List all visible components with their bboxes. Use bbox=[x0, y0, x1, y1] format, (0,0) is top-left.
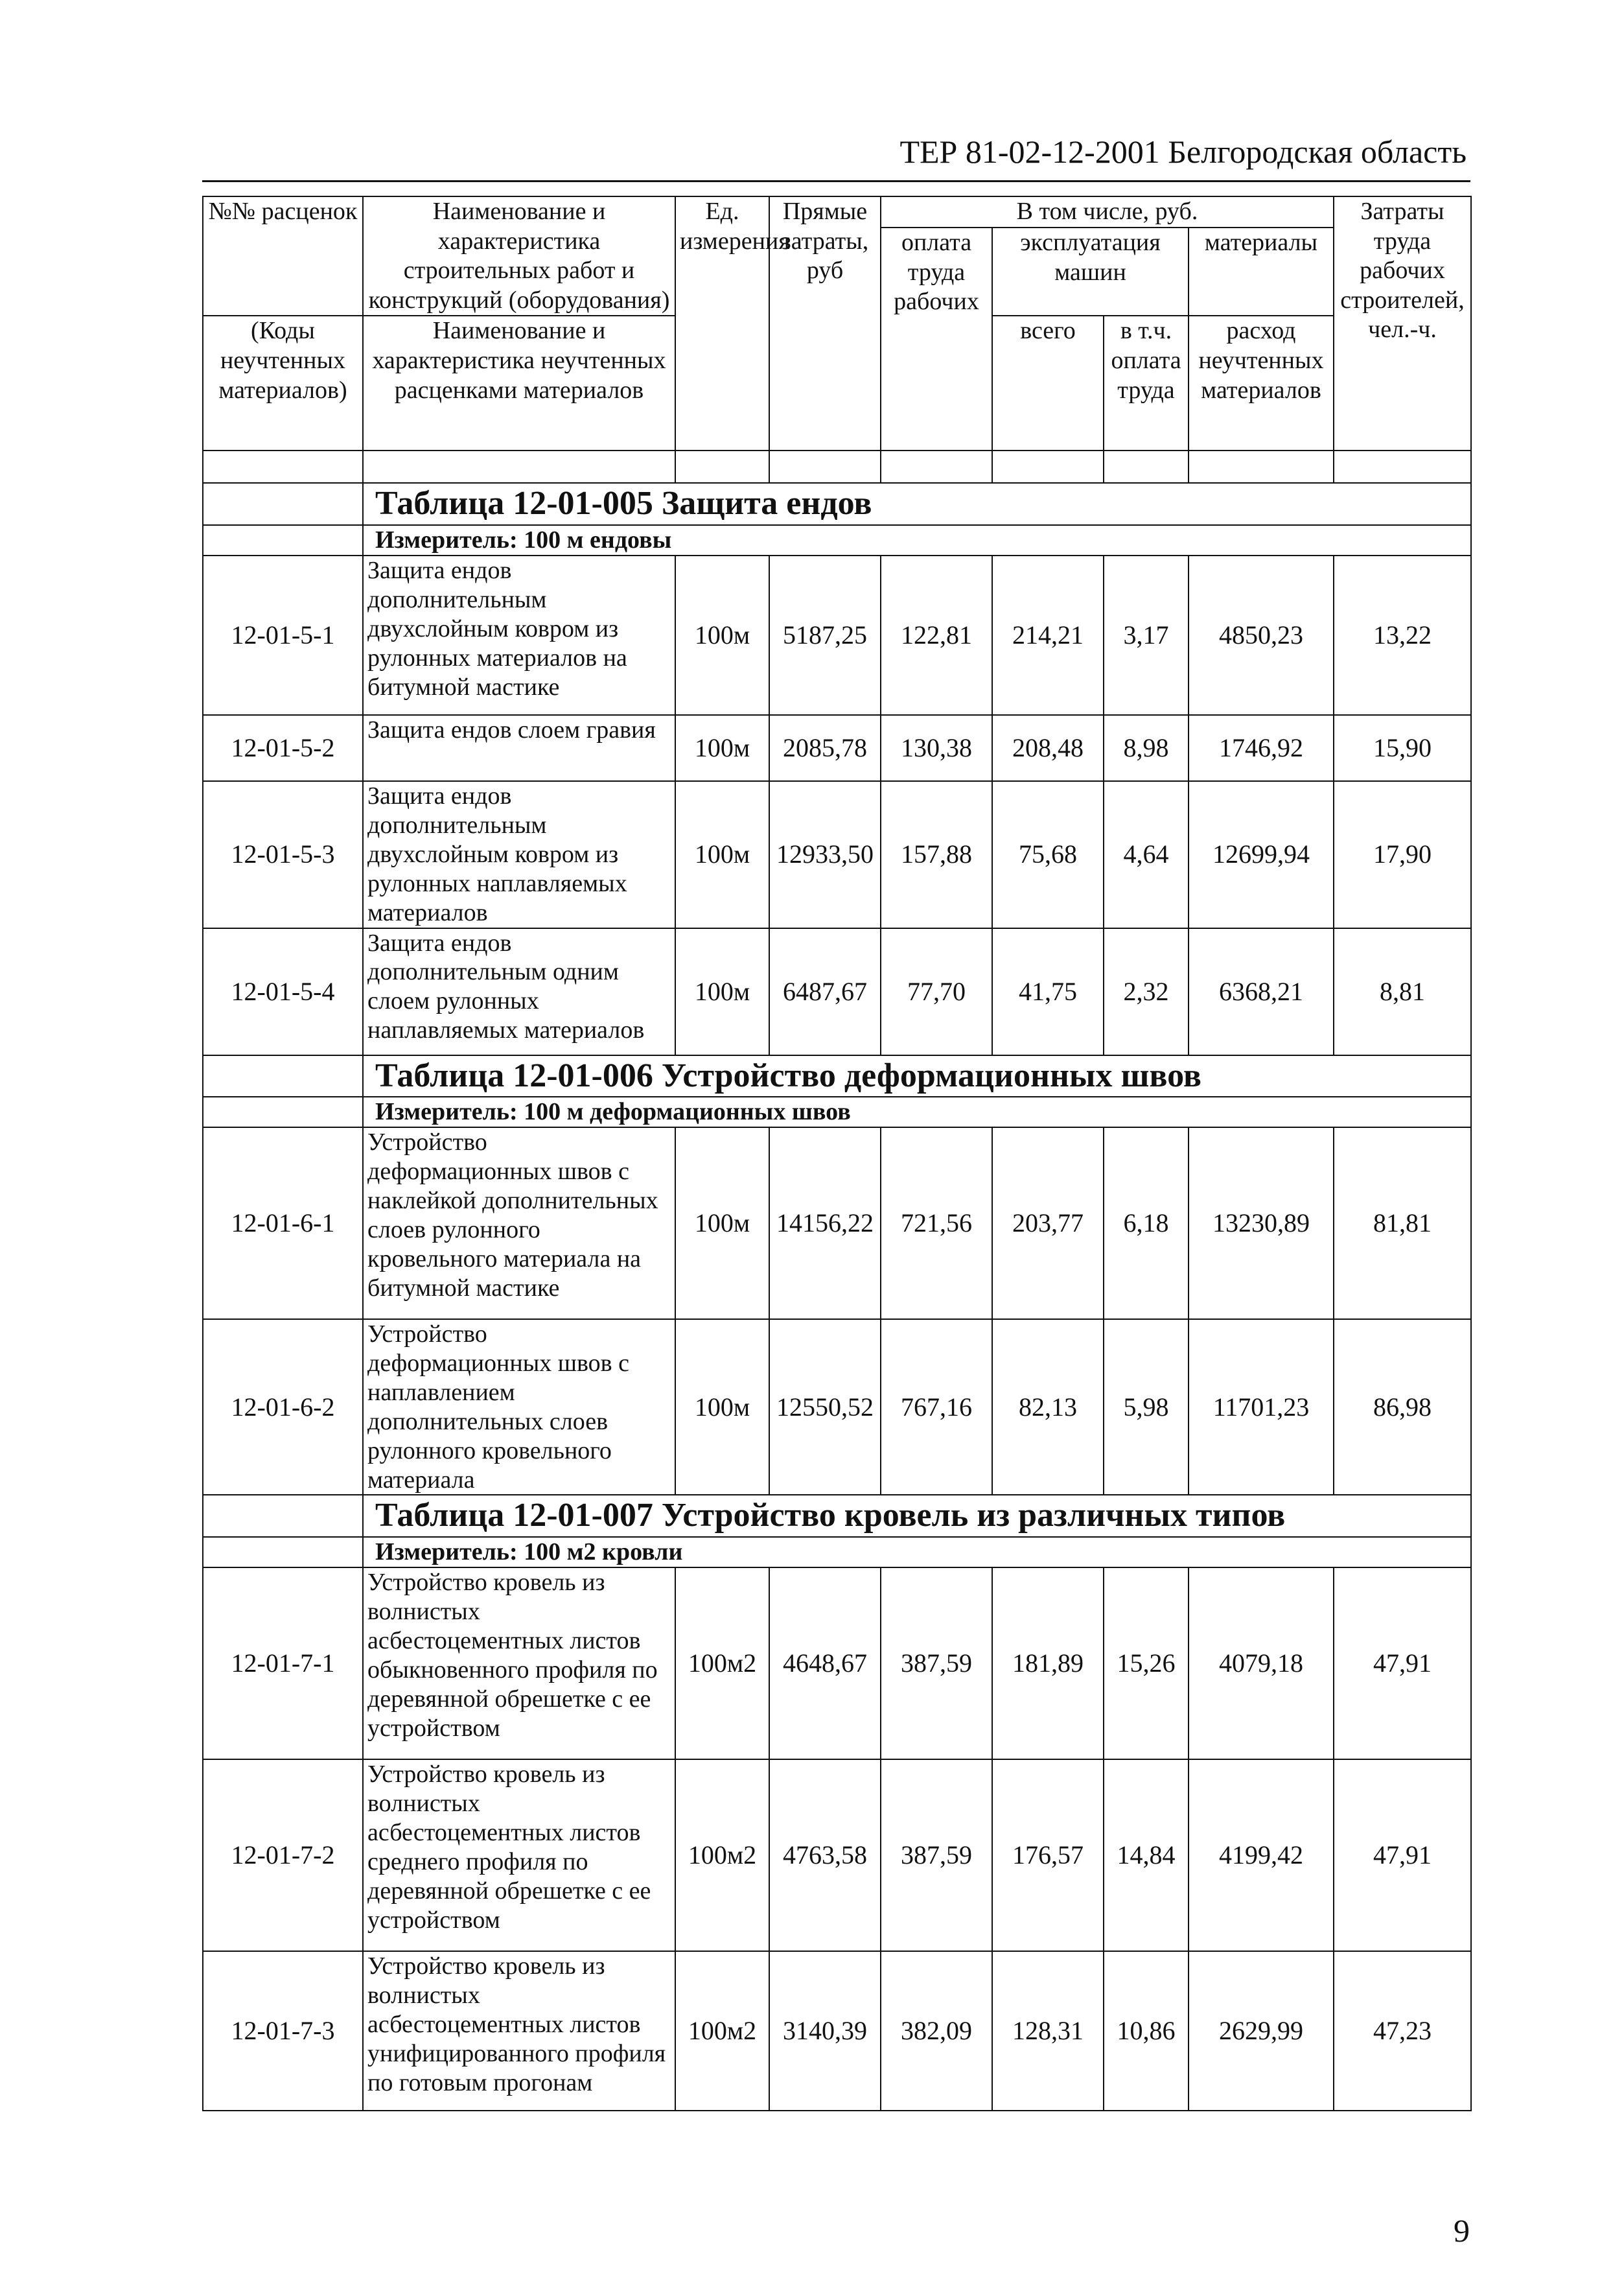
row-direct: 2085,78 bbox=[769, 715, 881, 781]
row-labor: 8,81 bbox=[1334, 928, 1471, 1055]
col-machines-wages-header: в т.ч. оплата труда bbox=[1104, 316, 1189, 451]
row-machines: 203,77 bbox=[992, 1127, 1104, 1319]
section-unit: Измеритель: 100 м ендовы bbox=[363, 525, 1471, 556]
row-wages: 122,81 bbox=[881, 556, 992, 715]
price-table bbox=[202, 196, 1472, 2111]
row-machines-wages: 8,98 bbox=[1104, 715, 1189, 781]
row-machines: 41,75 bbox=[992, 928, 1104, 1055]
table-header bbox=[203, 196, 1471, 451]
col-code-header: №№ расценок bbox=[203, 196, 363, 316]
row-materials: 1746,92 bbox=[1189, 715, 1334, 781]
table-row bbox=[203, 928, 1471, 1055]
row-machines-wages: 4,64 bbox=[1104, 781, 1189, 928]
col-wages-header: оплата труда рабочих bbox=[881, 228, 992, 451]
blank-row bbox=[203, 451, 1471, 483]
row-machines: 176,57 bbox=[992, 1759, 1104, 1951]
row-code: 12-01-6-2 bbox=[203, 1319, 363, 1495]
row-machines: 214,21 bbox=[992, 556, 1104, 715]
section-unit: Измеритель: 100 м2 кровли bbox=[363, 1537, 1471, 1568]
row-unit: 100м2 bbox=[675, 1567, 769, 1759]
section-unit: Измеритель: 100 м деформационных швов bbox=[363, 1097, 1471, 1128]
row-wages: 387,59 bbox=[881, 1759, 992, 1951]
table-row bbox=[203, 715, 1471, 781]
section-unit-row bbox=[203, 525, 1471, 556]
row-direct: 12550,52 bbox=[769, 1319, 881, 1495]
row-machines: 128,31 bbox=[992, 1951, 1104, 2111]
row-unit: 100м2 bbox=[675, 1759, 769, 1951]
row-machines-wages: 15,26 bbox=[1104, 1567, 1189, 1759]
row-machines: 208,48 bbox=[992, 715, 1104, 781]
row-name: Защита ендов дополнительным одним слоем рулонных наплавляемых материалов bbox=[363, 928, 675, 1055]
row-name: Защита ендов дополнительным двухслойным ковром из рулонных наплавляемых материалов bbox=[363, 781, 675, 928]
row-name: Устройство кровель из волнистых асбестоцементных листов обыкновенного профиля по деревянной обрешетке с ее устройством bbox=[363, 1567, 675, 1759]
row-machines: 181,89 bbox=[992, 1567, 1104, 1759]
col-name-header: Наименование и характеристика строительных работ и конструкций (оборудования) bbox=[363, 196, 675, 316]
row-labor: 81,81 bbox=[1334, 1127, 1471, 1319]
row-machines-wages: 14,84 bbox=[1104, 1759, 1189, 1951]
row-name: Устройство кровель из волнистых асбестоцементных листов среднего профиля по деревянной обрешетке с ее устройством bbox=[363, 1759, 675, 1951]
row-materials: 12699,94 bbox=[1189, 781, 1334, 928]
row-name: Устройство кровель из волнистых асбестоцементных листов унифицированного профиля по готовым прогонам bbox=[363, 1951, 675, 2111]
col-code-subheader: (Коды неучтенных материалов) bbox=[203, 316, 363, 451]
row-unit: 100м bbox=[675, 1319, 769, 1495]
document-header: ТЕР 81-02-12-2001 Белгородская область bbox=[899, 134, 1467, 170]
row-labor: 47,23 bbox=[1334, 1951, 1471, 2111]
row-materials: 4079,18 bbox=[1189, 1567, 1334, 1759]
row-machines-wages: 2,32 bbox=[1104, 928, 1189, 1055]
row-name: Устройство деформационных швов с наплавлением дополнительных слоев рулонного кровельного материала bbox=[363, 1319, 675, 1495]
section-unit-row bbox=[203, 1097, 1471, 1128]
row-code: 12-01-7-2 bbox=[203, 1759, 363, 1951]
row-machines: 82,13 bbox=[992, 1319, 1104, 1495]
row-code: 12-01-7-1 bbox=[203, 1567, 363, 1759]
col-machines-total-header: всего bbox=[992, 316, 1104, 451]
table-row bbox=[203, 781, 1471, 928]
row-labor: 86,98 bbox=[1334, 1319, 1471, 1495]
row-code: 12-01-5-2 bbox=[203, 715, 363, 781]
row-labor: 47,91 bbox=[1334, 1567, 1471, 1759]
col-labor-header: Затраты труда рабочих строителей, чел.-ч. bbox=[1334, 196, 1471, 451]
row-machines-wages: 10,86 bbox=[1104, 1951, 1189, 2111]
row-code: 12-01-5-3 bbox=[203, 781, 363, 928]
row-materials: 13230,89 bbox=[1189, 1127, 1334, 1319]
row-direct: 6487,67 bbox=[769, 928, 881, 1055]
row-materials: 6368,21 bbox=[1189, 928, 1334, 1055]
row-code: 12-01-7-3 bbox=[203, 1951, 363, 2111]
row-name: Устройство деформационных швов с наклейкой дополнительных слоев рулонного кровельного материала на битумной мастике bbox=[363, 1127, 675, 1319]
row-labor: 13,22 bbox=[1334, 556, 1471, 715]
col-direct-header: Прямые затраты, руб bbox=[769, 196, 881, 451]
row-unit: 100м bbox=[675, 781, 769, 928]
row-materials: 2629,99 bbox=[1189, 1951, 1334, 2111]
row-machines-wages: 6,18 bbox=[1104, 1127, 1189, 1319]
row-labor: 47,91 bbox=[1334, 1759, 1471, 1951]
row-materials: 4850,23 bbox=[1189, 556, 1334, 715]
table-row bbox=[203, 1951, 1471, 2111]
row-machines-wages: 3,17 bbox=[1104, 556, 1189, 715]
row-name: Защита ендов дополнительным двухслойным ковром из рулонных материалов на битумной мастике bbox=[363, 556, 675, 715]
row-code: 12-01-5-1 bbox=[203, 556, 363, 715]
section-title-row bbox=[203, 1495, 1471, 1536]
row-wages: 721,56 bbox=[881, 1127, 992, 1319]
row-machines-wages: 5,98 bbox=[1104, 1319, 1189, 1495]
col-materials-subheader: расход неучтенных материалов bbox=[1189, 316, 1334, 451]
row-wages: 387,59 bbox=[881, 1567, 992, 1759]
table-row bbox=[203, 1759, 1471, 1951]
section-title: Таблица 12-01-006 Устройство деформационных швов bbox=[363, 1055, 1471, 1097]
col-incl-header: В том числе, руб. bbox=[881, 196, 1334, 228]
table-row bbox=[203, 556, 1471, 715]
col-unit-header: Ед. измерения bbox=[675, 196, 769, 451]
col-machines-header: эксплуатация машин bbox=[992, 228, 1189, 316]
header-rule bbox=[202, 180, 1470, 182]
row-name: Защита ендов слоем гравия bbox=[363, 715, 675, 781]
row-wages: 130,38 bbox=[881, 715, 992, 781]
row-materials: 4199,42 bbox=[1189, 1759, 1334, 1951]
row-direct: 5187,25 bbox=[769, 556, 881, 715]
row-labor: 17,90 bbox=[1334, 781, 1471, 928]
row-unit: 100м bbox=[675, 715, 769, 781]
row-code: 12-01-5-4 bbox=[203, 928, 363, 1055]
row-unit: 100м bbox=[675, 928, 769, 1055]
row-labor: 15,90 bbox=[1334, 715, 1471, 781]
table-row bbox=[203, 1127, 1471, 1319]
row-unit: 100м bbox=[675, 1127, 769, 1319]
row-direct: 14156,22 bbox=[769, 1127, 881, 1319]
row-wages: 382,09 bbox=[881, 1951, 992, 2111]
row-direct: 3140,39 bbox=[769, 1951, 881, 2111]
section-title: Таблица 12-01-007 Устройство кровель из различных типов bbox=[363, 1495, 1471, 1536]
table-row bbox=[203, 1319, 1471, 1495]
page-number: 9 bbox=[1454, 2212, 1470, 2249]
section-title-row bbox=[203, 483, 1471, 524]
row-unit: 100м2 bbox=[675, 1951, 769, 2111]
col-materials-header: материалы bbox=[1189, 228, 1334, 316]
row-materials: 11701,23 bbox=[1189, 1319, 1334, 1495]
row-wages: 77,70 bbox=[881, 928, 992, 1055]
row-machines: 75,68 bbox=[992, 781, 1104, 928]
row-wages: 767,16 bbox=[881, 1319, 992, 1495]
row-code: 12-01-6-1 bbox=[203, 1127, 363, 1319]
table-row bbox=[203, 1567, 1471, 1759]
col-name-subheader: Наименование и характеристика неучтенных расценками материалов bbox=[363, 316, 675, 451]
row-wages: 157,88 bbox=[881, 781, 992, 928]
row-direct: 4763,58 bbox=[769, 1759, 881, 1951]
section-title-row bbox=[203, 1055, 1471, 1097]
section-unit-row bbox=[203, 1537, 1471, 1568]
section-title: Таблица 12-01-005 Защита ендов bbox=[363, 483, 1471, 524]
row-unit: 100м bbox=[675, 556, 769, 715]
row-direct: 4648,67 bbox=[769, 1567, 881, 1759]
row-direct: 12933,50 bbox=[769, 781, 881, 928]
